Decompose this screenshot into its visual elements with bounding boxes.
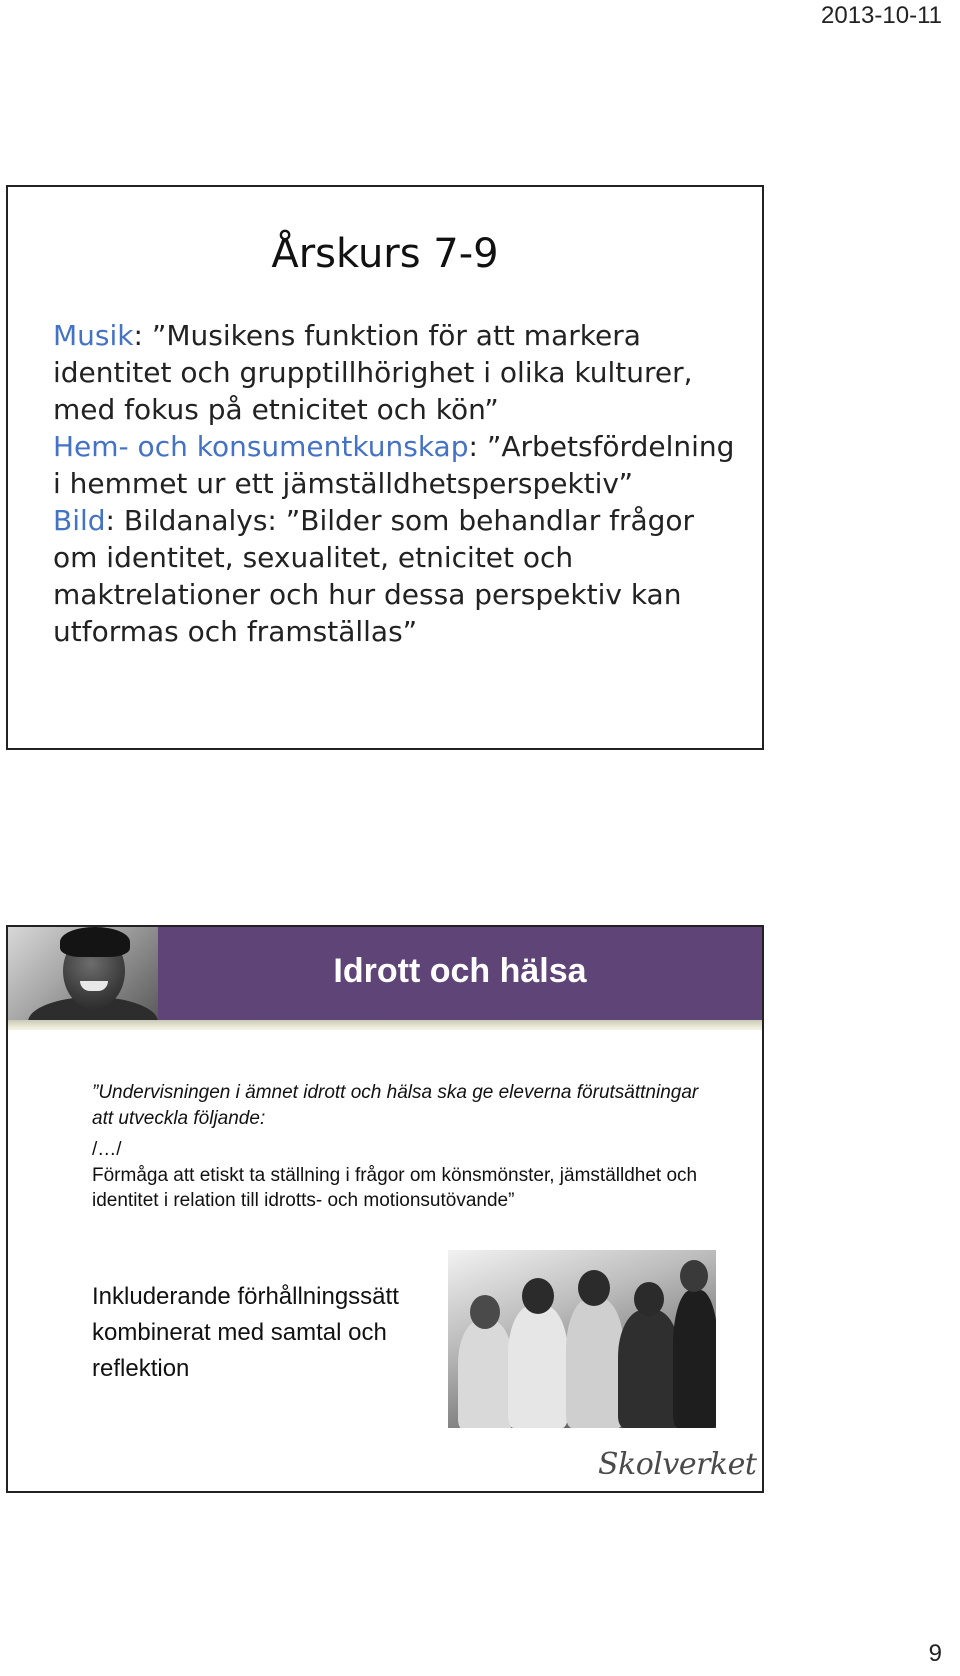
slide-arskurs: [6, 185, 764, 750]
inclusive-approach-text: Inkluderande förhållningssätt kombinerat med samtal och reflektion: [92, 1283, 399, 1382]
subject-label: Hem- och konsumentkunskap: [53, 430, 469, 463]
paragraph-musik: [53, 317, 742, 428]
paragraph-text: : ”Arbetsfördelning i hemmet ur ett jämställdhetsperspektiv”: [53, 430, 735, 500]
slide-idrott-och-halsa: [6, 925, 764, 1493]
paragraph-text: : Bildanalys: ”Bilder som behandlar frågor om identitet, sexualitet, etnicitet och maktrelationer och hur dessa perspektiv kan utformas och framställas”: [53, 504, 695, 648]
paragraph-text: : ”Musikens funktion för att markera identitet och grupptillhörighet i olika kulturer, med fokus på etnicitet och kön”: [53, 319, 693, 426]
page-number: 9: [928, 1640, 942, 1667]
quote-intro: ”Undervisningen i ämnet idrott och hälsa ska ge eleverna förutsättningar att utveckla följande:: [92, 1082, 699, 1129]
curriculum-quote: [92, 1080, 722, 1214]
subject-label: Musik: [53, 319, 134, 352]
paragraph-bild: [53, 502, 742, 650]
paragraph-hem-konsument: [53, 428, 742, 502]
student-portrait-image: [8, 927, 158, 1020]
banner-divider: [8, 1020, 762, 1030]
page-date: 2013-10-11: [821, 2, 942, 29]
dancing-students-photo: [448, 1250, 716, 1428]
slide-body: [53, 317, 742, 650]
slide-banner: [8, 927, 762, 1020]
quote-ellipsis: /…/: [92, 1139, 122, 1160]
skolverket-logo: Skolverket: [598, 1447, 757, 1482]
subject-label: Bild: [53, 504, 106, 537]
quote-ability: Förmåga att etiskt ta ställning i frågor om könsmönster, jämställdhet och identitet i relation till idrotts- och motionsutövande”: [92, 1164, 698, 1211]
slide-title: Årskurs 7-9: [271, 231, 499, 277]
banner-title: Idrott och hälsa: [333, 952, 587, 990]
